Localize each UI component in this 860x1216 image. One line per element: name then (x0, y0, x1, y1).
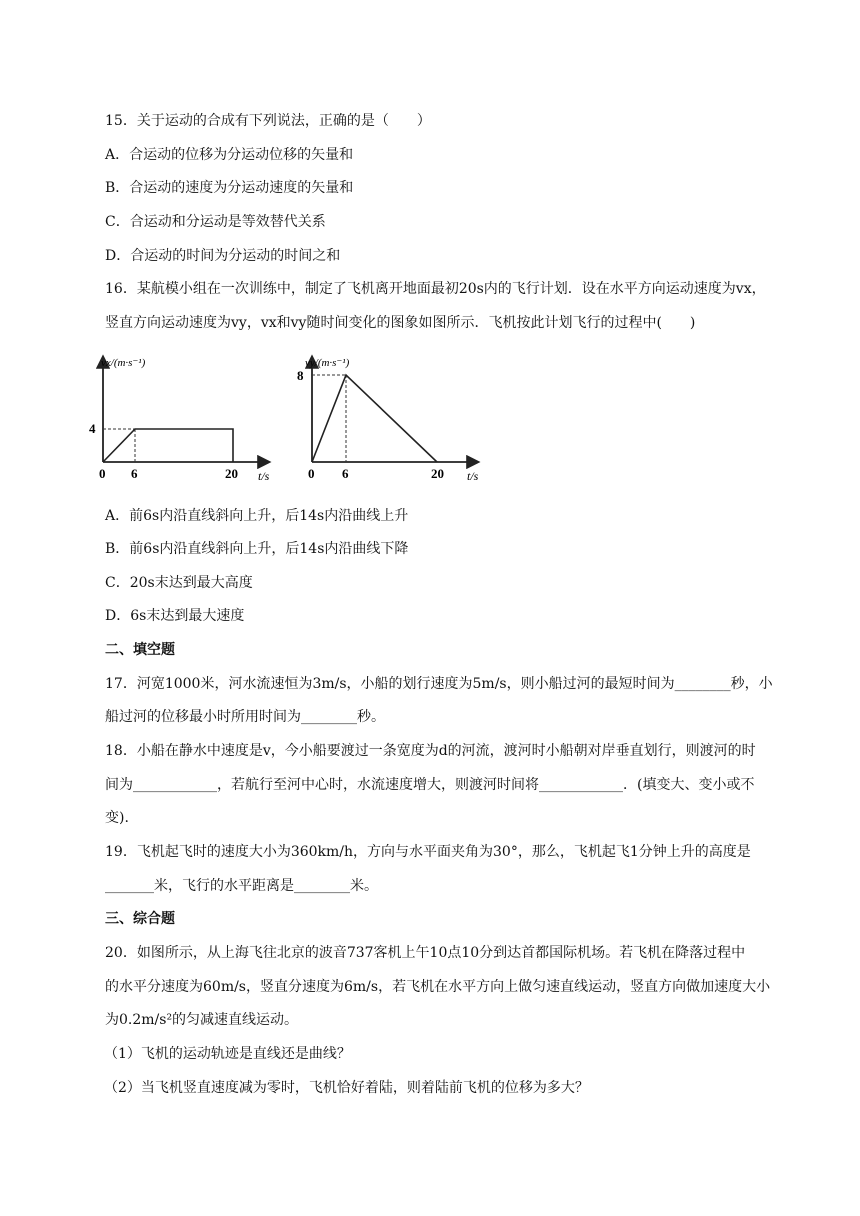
question-15-option-c: C．合运动和分运动是等效替代关系 (105, 214, 326, 230)
question-20-line3: 为0.2m/s²的匀减速直线运动。 (105, 1012, 299, 1028)
vx-curve (103, 429, 233, 462)
question-16-option-c: C．20s末达到最大高度 (105, 575, 253, 591)
question-17-line2: 船过河的位移最小时所用时间为________秒。 (105, 709, 385, 725)
vy-y-tick-8: 8 (297, 368, 304, 383)
vx-x-tick-0: 0 (99, 466, 106, 481)
vy-time-graph (295, 350, 495, 490)
question-15-option-d: D．合运动的时间为分运动的时间之和 (105, 248, 341, 264)
question-16-option-d: D．6s末达到最大速度 (105, 608, 245, 624)
question-18-line3: 变). (105, 810, 129, 826)
vx-y-label: vx/(m·s⁻¹) (101, 357, 146, 369)
vy-x-label: t/s (467, 469, 479, 483)
section-comprehensive-heading: 三、综合题 (105, 911, 175, 927)
vy-x-tick-0: 0 (308, 466, 315, 481)
vy-x-tick-20: 20 (431, 466, 444, 481)
vx-x-label: t/s (258, 469, 270, 483)
question-16-stem-line2: 竖直方向运动速度为vy，vx和vy随时间变化的图象如图所示．飞机按此计划飞行的过程中( ) (105, 315, 696, 331)
vx-x-tick-6: 6 (131, 466, 138, 481)
question-16-option-a: A．前6s内沿直线斜向上升，后14s内沿曲线上升 (105, 508, 409, 524)
question-20-sub2: （2）当飞机竖直速度减为零时，飞机恰好着陆，则着陆前飞机的位移为多大？ (104, 1080, 589, 1096)
question-19-line2: _______米，飞行的水平距离是________米。 (105, 878, 378, 894)
vy-y-label: vy/(m·s⁻¹) (305, 357, 350, 369)
question-19-line1: 19．飞机起飞时的速度大小为360km/h，方向与水平面夹角为30°，那么，飞机起飞1分钟上升的高度是 (105, 844, 751, 860)
vx-time-graph (86, 350, 286, 490)
vy-curve (312, 375, 437, 462)
question-20-sub1: （1）飞机的运动轨迹是直线还是曲线？ (104, 1046, 351, 1062)
question-18-line1: 18．小船在静水中速度是v，今小船要渡过一条宽度为d的河流，渡河时小船朝对岸垂直划行，则渡河的时 (105, 743, 756, 759)
question-15-option-a: A．合运动的位移为分运动位移的矢量和 (105, 147, 354, 163)
section-fill-in-heading: 二、填空题 (105, 642, 175, 658)
question-20-line2: 的水平分速度为60m/s，竖直分速度为6m/s，若飞机在水平方向上做匀速直线运动，竖直方向做加速度大小 (105, 979, 771, 995)
question-18-line2: 间为____________，若航行至河中心时，水流速度增大，则渡河时间将____________．(填变大、变小或不 (105, 777, 755, 793)
question-16-stem-line1: 16．某航模小组在一次训练中，制定了飞机离开地面最初20s内的飞行计划．设在水平方向运动速度为vx， (105, 281, 766, 297)
vx-x-tick-20: 20 (225, 466, 238, 481)
question-16-option-b: B．前6s内沿直线斜向上升，后14s内沿曲线下降 (105, 541, 409, 557)
question-15-stem: 15．关于运动的合成有下列说法，正确的是（ ） (105, 113, 431, 129)
question-15-option-b: B．合运动的速度为分运动速度的矢量和 (105, 180, 354, 196)
question-20-line1: 20．如图所示，从上海飞往北京的波音737客机上午10点10分到达首都国际机场。若飞机在降落过程中 (105, 945, 746, 961)
question-17-line1: 17．河宽1000米，河水流速恒为3m/s，小船的划行速度为5m/s，则小船过河的最短时间为________秒，小 (105, 676, 773, 692)
vy-x-tick-6: 6 (342, 466, 349, 481)
vx-y-tick-4: 4 (89, 421, 96, 436)
